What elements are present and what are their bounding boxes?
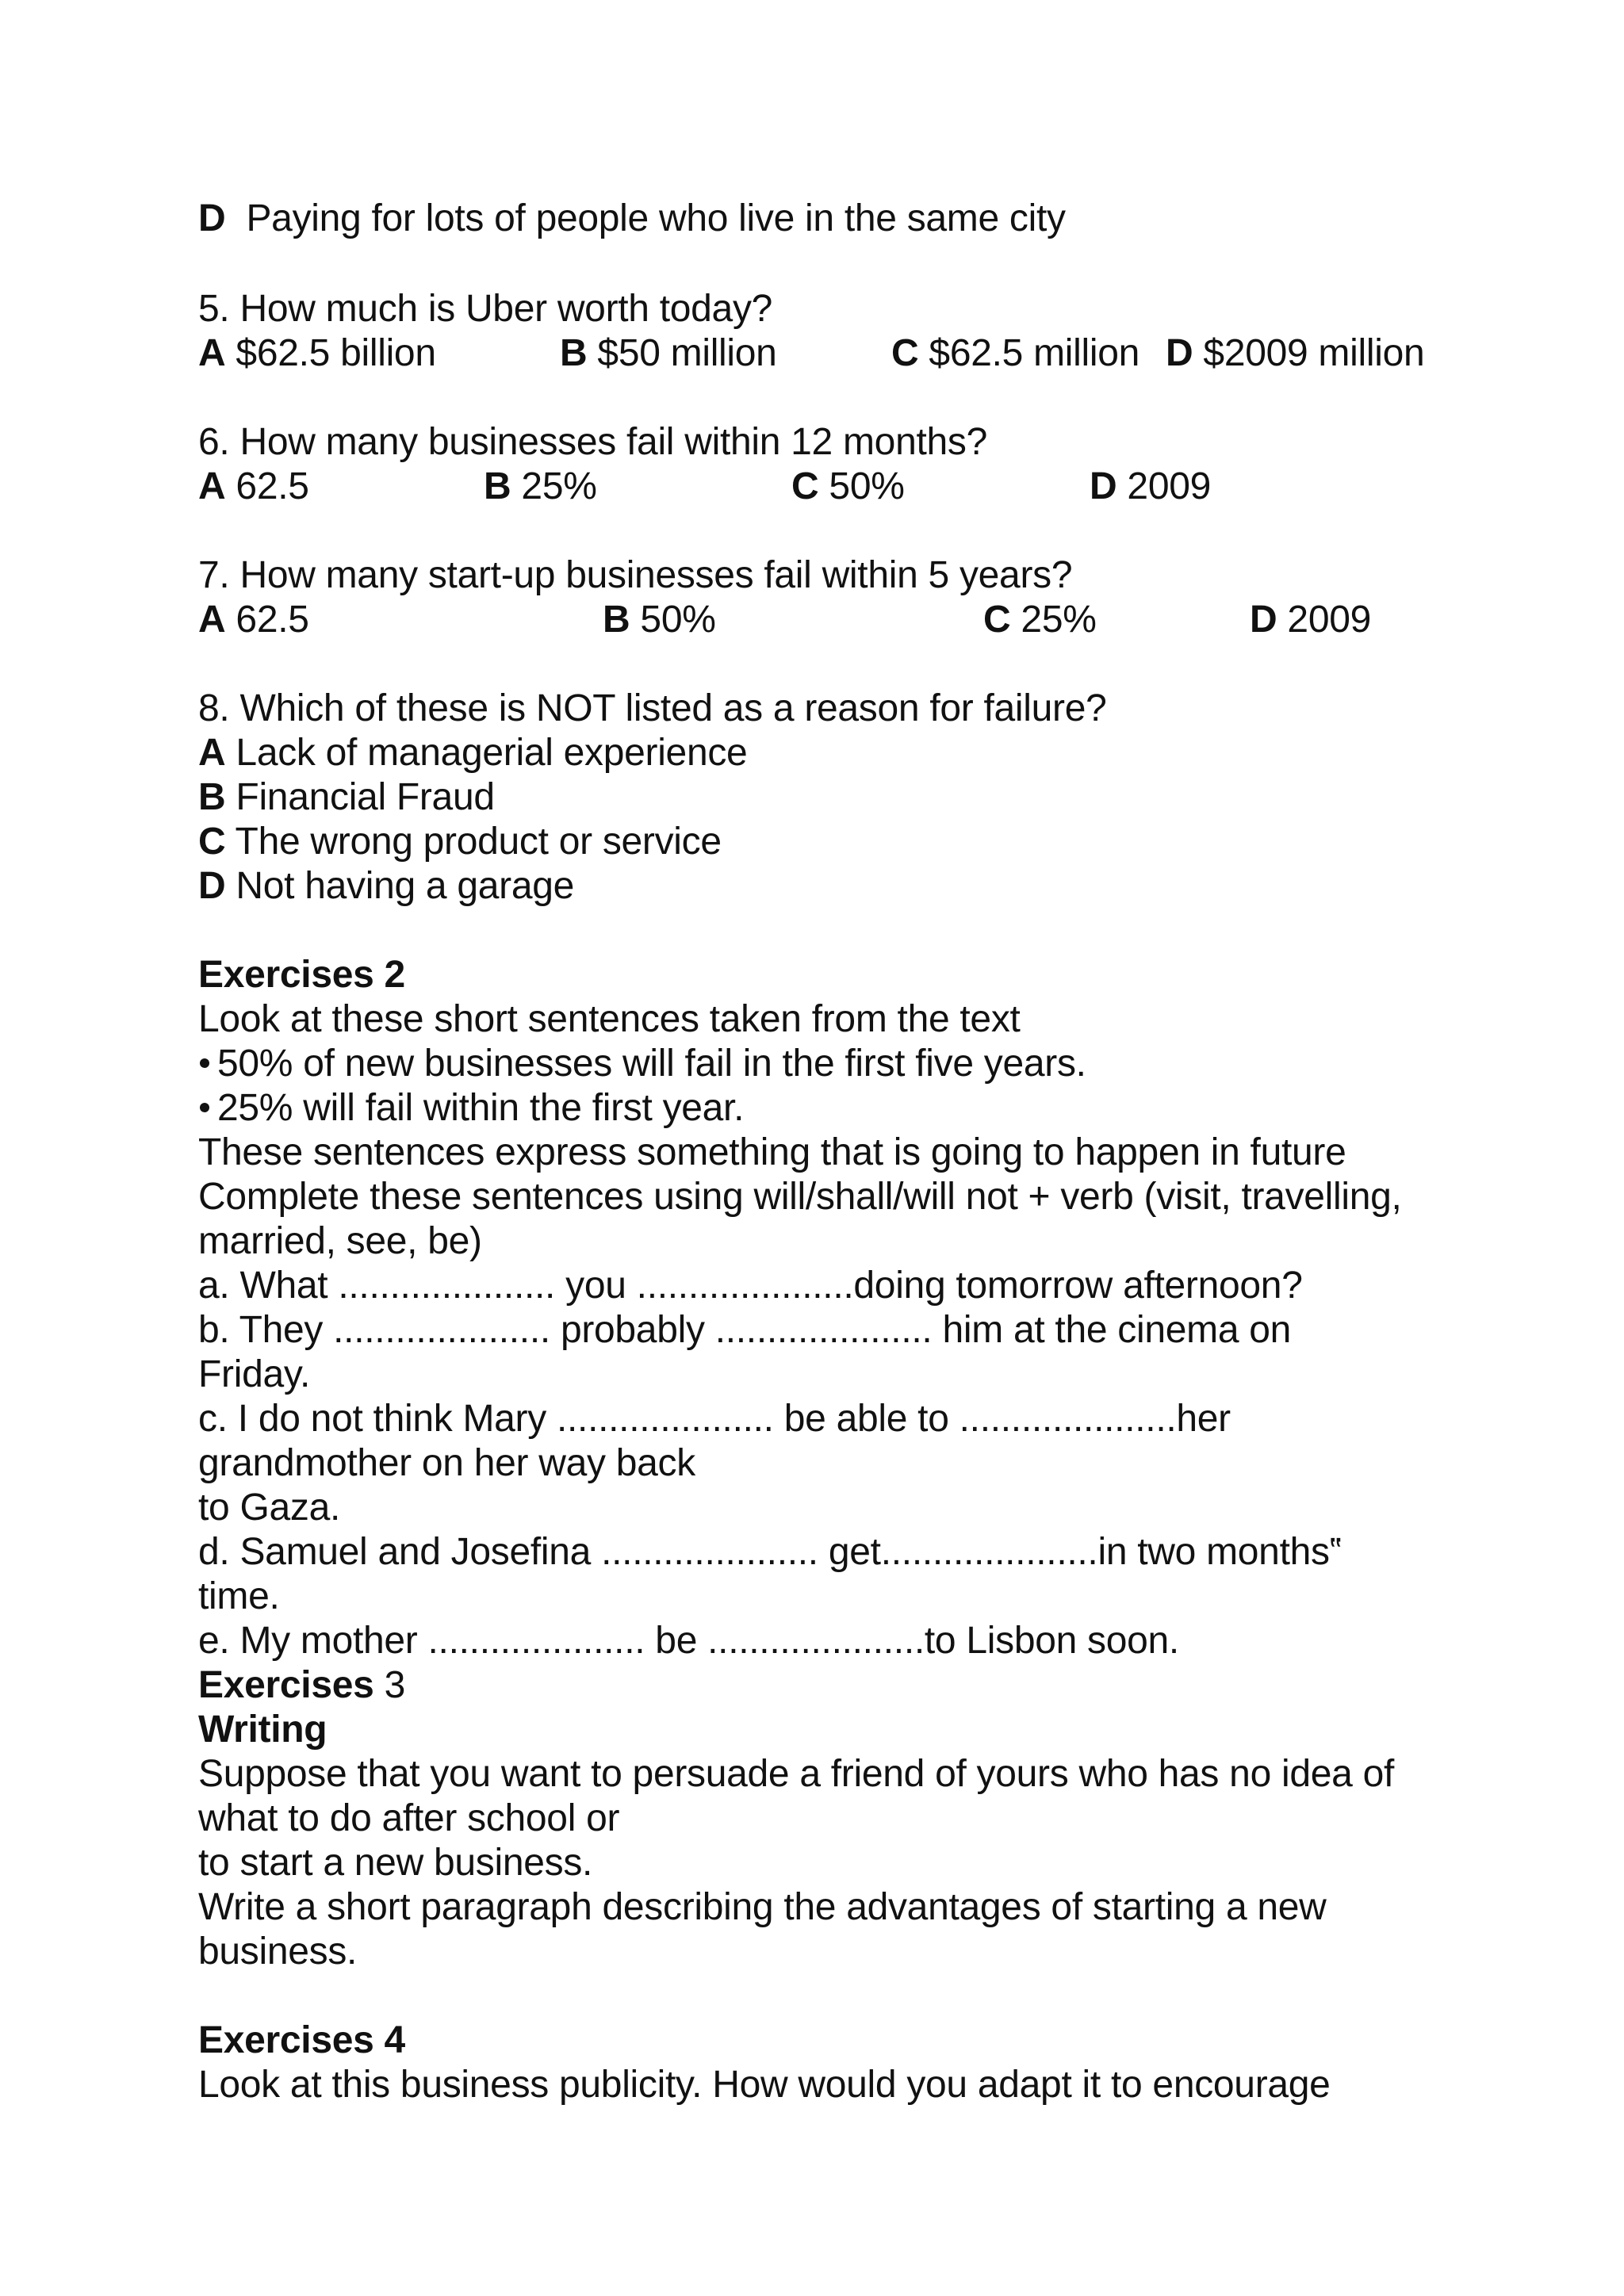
q5-option-c: C $62.5 million xyxy=(891,332,1140,374)
exercises-3-heading: Exercises 3 xyxy=(198,1664,405,1706)
q6-question: 6. How many businesses fail within 12 months? xyxy=(198,421,987,463)
option-letter: D xyxy=(198,197,226,239)
sentence-d: d. Samuel and Josefina ..................... get.....................in two months‟ xyxy=(198,1531,1342,1573)
q7-option-a: A 62.5 xyxy=(198,599,309,641)
sentence-a: a. What ..................... you .....................doing tomorrow afternoon? xyxy=(198,1265,1303,1307)
q8-question: 8. Which of these is NOT listed as a reason for failure? xyxy=(198,687,1107,729)
sentence-d-cont: time. xyxy=(198,1575,280,1617)
q8-option-a: A Lack of managerial experience xyxy=(198,732,748,774)
exercises-2-instruction-cont: married, see, be) xyxy=(198,1220,482,1262)
exercises-3-text: business. xyxy=(198,1931,358,1973)
q7-option-b: B 50% xyxy=(603,599,716,641)
q6-option-d: D 2009 xyxy=(1090,465,1212,507)
exercises-3-text: to start a new business. xyxy=(198,1842,593,1884)
exercises-2-heading: Exercises 2 xyxy=(198,954,405,996)
q6-option-a: A 62.5 xyxy=(198,465,309,507)
exercises-3-text: Suppose that you want to persuade a friend of yours who has no idea of xyxy=(198,1753,1395,1795)
sentence-e: e. My mother ..................... be .....................to Lisbon soon. xyxy=(198,1620,1179,1662)
q8-option-c: C The wrong product or service xyxy=(198,821,722,863)
q7-question: 7. How many start-up businesses fail within 5 years? xyxy=(198,554,1073,596)
sentence-b-cont: Friday. xyxy=(198,1353,311,1395)
q5-option-a: A $62.5 billion xyxy=(198,332,436,374)
sentence-c-cont: grandmother on her way back xyxy=(198,1442,695,1484)
q5-option-d: D $2009 million xyxy=(1166,332,1425,374)
q8-option-b: B Financial Fraud xyxy=(198,776,495,818)
sentence-c: c. I do not think Mary ..................... be able to .....................her xyxy=(198,1398,1231,1440)
q5-option-b: B $50 million xyxy=(560,332,777,374)
exercises-3-subheading: Writing xyxy=(198,1709,327,1751)
exercises-2-instruction: Complete these sentences using will/shall/will not + verb (visit, travelling, xyxy=(198,1176,1402,1218)
q8-option-d: D Not having a garage xyxy=(198,865,575,907)
sentence-b: b. They ..................... probably ..................... him at the cinema on xyxy=(198,1309,1292,1351)
q5-question: 5. How much is Uber worth today? xyxy=(198,288,773,330)
sentence-c-cont2: to Gaza. xyxy=(198,1487,341,1529)
bullet-icon xyxy=(200,1058,209,1068)
exercises-2-intro: Look at these short sentences taken from the text xyxy=(198,998,1021,1040)
q7-option-d: D 2009 xyxy=(1250,599,1372,641)
bullet-item: 50% of new businesses will fail in the first five years. xyxy=(198,1042,1086,1086)
q4-option-d xyxy=(198,197,1066,241)
exercises-3-text: Write a short paragraph describing the advantages of starting a new xyxy=(198,1886,1327,1928)
exercises-3-text: what to do after school or xyxy=(198,1797,620,1839)
exercises-2-explain: These sentences express something that is going to happen in future xyxy=(198,1131,1346,1173)
q7-option-c: C 25% xyxy=(983,599,1097,641)
q6-option-b: B 25% xyxy=(484,465,597,507)
exercises-4-heading: Exercises 4 xyxy=(198,2019,405,2061)
exercises-4-text: Look at this business publicity. How would you adapt it to encourage xyxy=(198,2064,1331,2106)
q6-option-c: C 50% xyxy=(791,465,905,507)
bullet-icon xyxy=(200,1103,209,1112)
bullet-item: 25% will fail within the first year. xyxy=(198,1086,744,1131)
option-text: Paying for lots of people who live in the same city xyxy=(246,197,1066,239)
